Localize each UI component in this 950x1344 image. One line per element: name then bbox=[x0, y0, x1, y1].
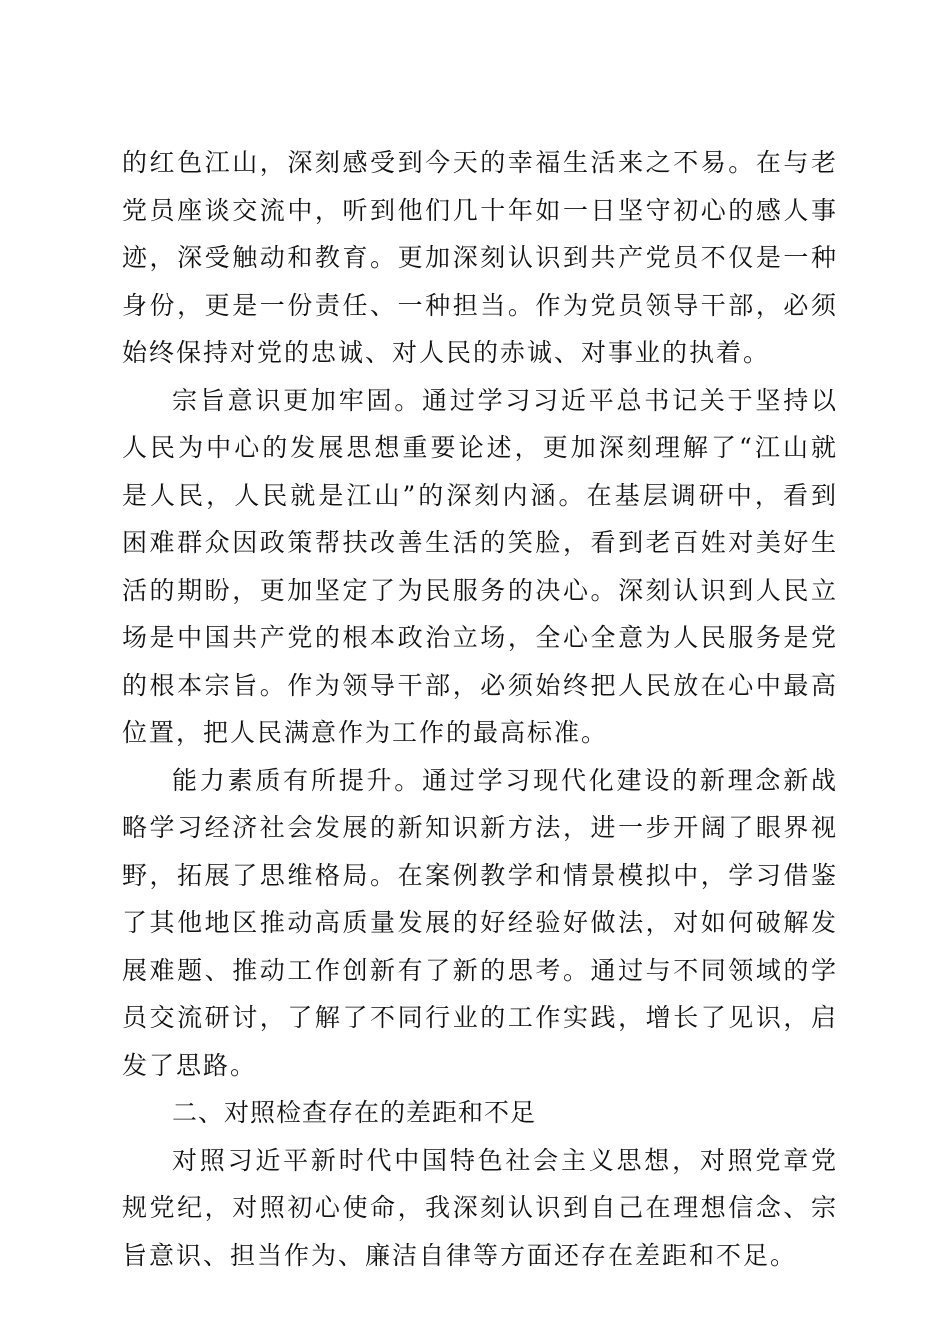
document-body bbox=[122, 139, 838, 1279]
paragraph-red-heritage: 的红色江山，深刻感受到今天的幸福生活来之不易。在与老党员座谈交流中，听到他们几十年如一日坚守初心的感人事迹，深受触动和教育。更加深刻认识到共产党员不仅是一种身份，更是一份责任、一种担当。作为党员领导干部，必须始终保持对党的忠诚、对人民的赤诚、对事业的执着。 bbox=[122, 148, 838, 367]
paragraph-purpose-awareness: 宗旨意识更加牢固。通过学习习近平总书记关于坚持以人民为中心的发展思想重要论述，更加深刻理解了“江山就是人民，人民就是江山”的深刻内涵。在基层调研中，看到困难群众因政策帮扶改善生活的笑脸，看到老百姓对美好生活的期盼，更加坚定了为民服务的决心。深刻认识到人民立场是中国共产党的根本政治立场，全心全意为人民服务是党的根本宗旨。作为领导干部，必须始终把人民放在心中最高位置，把人民满意作为工作的最高标准。 bbox=[122, 385, 838, 747]
section-heading-gaps: 二、对照检查存在的差距和不足 bbox=[172, 1098, 537, 1127]
paragraph-ability-improvement: 能力素质有所提升。通过学习现代化建设的新理念新战略学习经济社会发展的新知识新方法，进一步开阔了眼界视野，拓展了思维格局。在案例教学和情景模拟中，学习借鉴了其他地区推动高质量发展的好经验好做法，对如何破解发展难题、推动工作创新有了新的思考。通过与不同领域的学员交流研讨，了解了不同行业的工作实践，增长了见识，启发了思路。 bbox=[122, 765, 838, 1080]
paragraph-self-examination: 对照习近平新时代中国特色社会主义思想，对照党章党规党纪，对照初心使命，我深刻认识到自己在理想信念、宗旨意识、担当作为、廉洁自律等方面还存在差距和不足。 bbox=[122, 1145, 838, 1270]
